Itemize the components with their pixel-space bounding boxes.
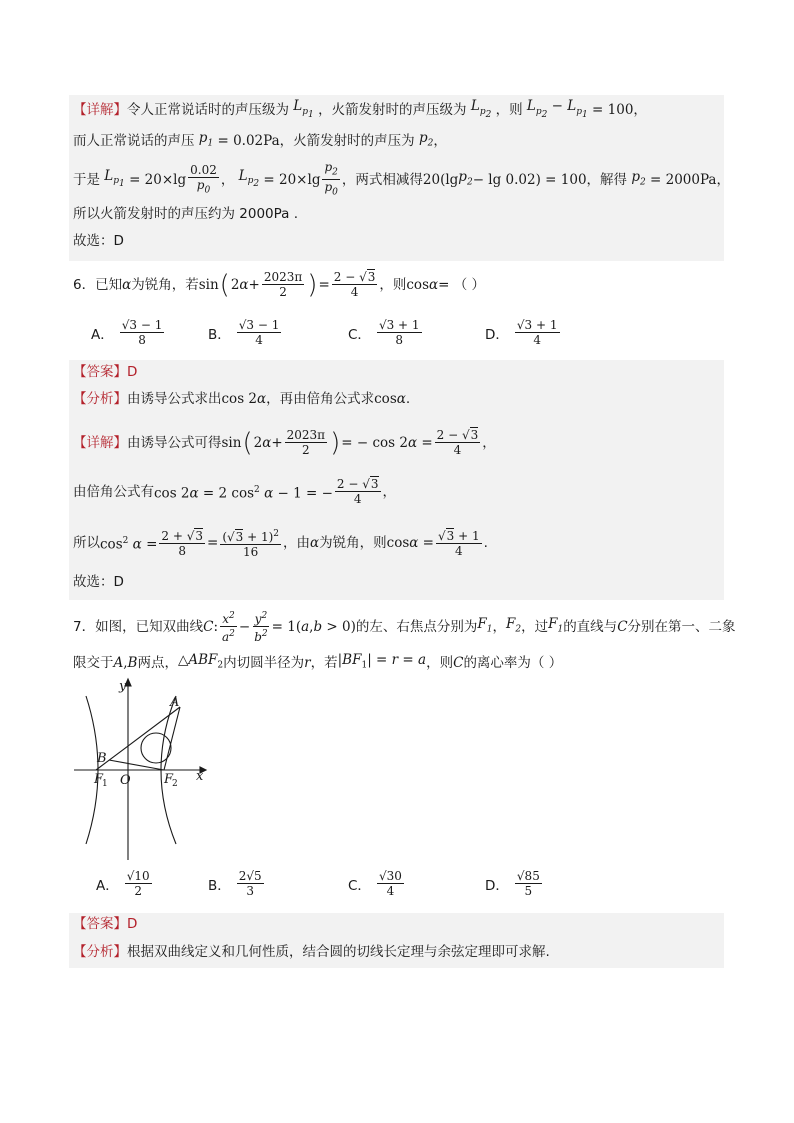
q7-stem-line-2: 限交于 A , B 两点， $\triangle ABF_2$ 内切圆半径为 r ，若 $|BF_1| = r = a$ ，则 C 的离心率为（ ）	[73, 652, 563, 671]
q5-detail-line-3: 于是 $L_{p_1}$ = 20×lg $\frac{0.02}{p_0}$ ， $L_{p_2}$ = 20×lg $\frac{p_2}{p_0}$ ，两式相减得 20(lg $p_2$ − lg 0.02) = 100 ，解得 $p_2$ = 2000Pa ，	[73, 160, 730, 198]
q7-option-c[interactable]: C． $\frac{√30}{4}$	[348, 869, 402, 898]
q6-detail-line-2: 由倍角公式有 cos 2α = 2 $\cos^2 \alpha - 1$ = − $\frac{2 - √3}{4}$ ，	[73, 477, 396, 506]
label-y: y	[119, 679, 127, 694]
label-f1: F	[94, 772, 104, 787]
label-a: A	[170, 695, 180, 710]
q7-option-d[interactable]: D． $\frac{√85}{5}$	[485, 869, 540, 898]
q7-option-b[interactable]: B． $\frac{2√5}{3}$	[208, 869, 262, 898]
line-b-f2	[109, 760, 164, 770]
q7-analysis: 【分析】 根据双曲线定义和几何性质，结合圆的切线长定理与余弦定理即可求解.	[73, 944, 550, 960]
q6-answer: 【答案】D	[73, 364, 138, 380]
q7-option-a[interactable]: A． $\frac{√10}{2}$	[96, 869, 150, 898]
label-b: B	[97, 751, 107, 766]
q7-answer: 【答案】D	[73, 916, 138, 932]
q6-option-d[interactable]: D． $\frac{√3 + 1}{4}$	[485, 318, 558, 347]
label-f2: F	[164, 772, 174, 787]
detail-tag: 【详解】	[73, 102, 127, 119]
label-x: x	[196, 769, 204, 784]
q5-choice: 故选：D	[73, 233, 124, 249]
q6-detail-line-1: 【详解】 由诱导公式可得 sin ( 2α+ $\frac{2023\pi}{2}$ ) = − cos 2α = $\frac{2 - √3}{4}$ ，	[73, 427, 496, 458]
q7-stem-line-1: 7．如图，已知双曲线 C : $\frac{x^2}{a^2}$ − $\frac{y^2}{b^2}$ = 1(a,b > 0) 的左、右焦点分别为 $F_1$ ， $F_2$ ，过 $F_1$ 的直线与 C 分别在第一、二象	[73, 611, 736, 644]
hyperbola-figure	[70, 676, 220, 866]
q5-detail-line-4: 所以火箭发射时的声压约为 2000Pa .	[73, 206, 299, 222]
label-f2-sub: 2	[172, 779, 178, 789]
q6-detail-line-3: 所以 $\cos^2 \alpha$ = $\frac{2 + √3}{8}$ = $\frac{(√3 + 1)^2}{16}$ ，由 α 为锐角，则 cosα = $\frac{√3 + 1}{4}$ .	[73, 528, 488, 559]
incircle	[141, 733, 171, 763]
label-f1-sub: 1	[102, 779, 108, 789]
q6-option-c[interactable]: C． $\frac{√3 + 1}{8}$	[348, 318, 420, 347]
label-o: O	[120, 773, 131, 788]
line-a-f2	[164, 707, 180, 770]
q5-detail-line-2: 而人正常说话的声压 $p_1$ = 0.02Pa ，火箭发射时的声压为 $p_2$ ，	[73, 130, 447, 149]
q6-choice: 故选：D	[73, 574, 124, 590]
q6-option-a[interactable]: A． $\frac{√3 - 1}{8}$	[91, 318, 163, 347]
q6-option-b[interactable]: B． $\frac{√3 - 1}{4}$	[208, 318, 280, 347]
q5-detail-line-1: 【详解】 令人正常说话时的声压级为 $L_{p_1}$ ，火箭发射时的声压级为 $L_{p_2}$ ，则 $L_{p_2} - L_{p_1}$ = 100，	[73, 98, 647, 120]
q6-stem: 6．已知 α 为锐角，若 sin ( 2α+ $\frac{2023\pi}{2}$ ) = $\frac{2 - √3}{4}$ ，则 cosα = （ ）	[73, 269, 486, 300]
q6-analysis: 【分析】 由诱导公式求出 cos 2α ，再由倍角公式求 cosα .	[73, 391, 411, 407]
